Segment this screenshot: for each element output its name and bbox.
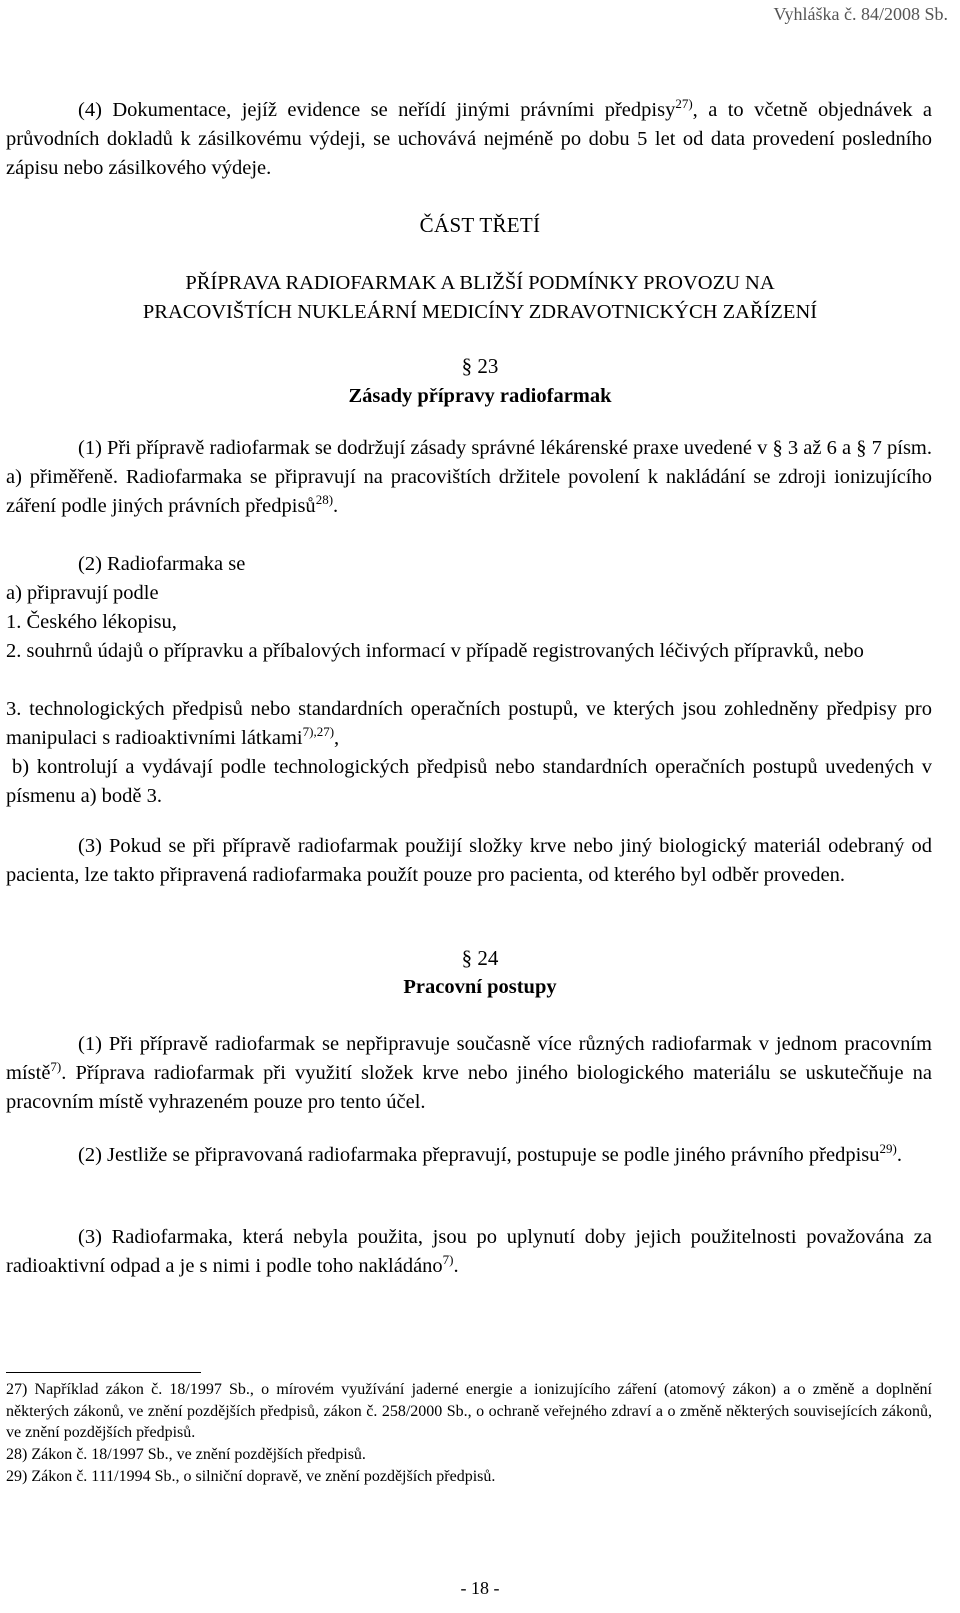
paragraph-text: .	[896, 1144, 902, 1166]
footnote-ref[interactable]: 29)	[879, 1141, 897, 1157]
part-title-line-1: PŘÍPRAVA RADIOFARMAK A BLIŽŠÍ PODMÍNKY PROVOZU NA	[185, 272, 775, 294]
footnote-ref[interactable]: 7)	[442, 1252, 454, 1268]
footnote-divider	[6, 1372, 201, 1373]
section-sign-icon: §	[461, 354, 473, 378]
item-3	[6, 695, 932, 753]
page-header: Vyhláška č. 84/2008 Sb.	[773, 4, 948, 24]
paragraph-4	[6, 96, 932, 183]
section-23-paragraph-3: (3) Pokud se při přípravě radiofarmak použijí složky krve nebo jiný biologický materiál odebraný od pacienta, lze takto připravená radiofarmaka použít pouze pro pacienta, od kterého byl odběr proveden.	[6, 835, 932, 886]
section-23-paragraph-2-intro: (2) Radiofarmaka se	[78, 553, 246, 575]
paragraph-text: . Příprava radiofarmak při využití složek krve nebo jiného biologického materiálu se uskutečňuje na pracovním místě vyhrazeném pouze pro tento účel.	[6, 1062, 932, 1113]
section-23-heading	[0, 352, 960, 381]
part-title-line-2: PRACOVIŠTÍCH NUKLEÁRNÍ MEDICÍNY ZDRAVOTNICKÝCH ZAŘÍZENÍ	[142, 301, 818, 323]
paragraph-text: (1) Při přípravě radiofarmak se nepřipravuje současně více různých radiofarmak v jednom pracovním místě	[6, 1033, 932, 1084]
section-24-heading	[0, 944, 960, 973]
footnote-29: 29) Zákon č. 111/1994 Sb., o silniční dopravě, ve znění pozdějších předpisů.	[6, 1468, 496, 1485]
paragraph-text: (4) Dokumentace, jejíž evidence se neřídí jinými právními předpisy	[78, 99, 676, 121]
section-24-paragraph-1	[6, 1030, 932, 1117]
item-a: a) připravují podle	[6, 582, 159, 604]
footnote-ref[interactable]: 7)	[50, 1059, 62, 1075]
page-number: - 18 -	[460, 1578, 500, 1598]
section-23-title: Zásady přípravy radiofarmak	[348, 385, 612, 407]
part-number: ČÁST TŘETÍ	[419, 213, 541, 237]
section-number: 23	[477, 354, 499, 378]
paragraph-text: (1) Při přípravě radiofarmak se dodržují zásady správné lékárenské praxe uvedené v § 3 až 6 a § 7 písm. a) přiměřeně. Radiofarmaka se připravují na pracovištích držitele povolení k nakládání se zdroji ionizujícího záření podle jiných právních předpisů	[6, 437, 932, 517]
paragraph-text: (3) Radiofarmaka, která nebyla použita, jsou po uplynutí doby jejich použitelnosti považována za radioaktivní odpad a je s nimi i podle toho nakládáno	[6, 1226, 932, 1277]
item-2: 2. souhrnů údajů o přípravku a příbalových informací v případě registrovaných léčivých přípravků, nebo	[6, 640, 864, 662]
footnote-ref[interactable]: 7),27)	[302, 724, 335, 740]
item-b: b) kontrolují a vydávají podle technologických předpisů nebo standardních operačních postupů uvedených v písmenu a) bodě 3.	[6, 756, 932, 807]
footnote-28: 28) Zákon č. 18/1997 Sb., ve znění pozdějších předpisů.	[6, 1446, 366, 1463]
footnote-27: 27) Například zákon č. 18/1997 Sb., o mírovém využívání jaderné energie a ionizujícího záření (atomový zákon) a o změně a doplnění některých zákonů, ve znění pozdějších předpisů, zákon č. 258/2000 Sb., o ochraně veřejného zdraví a o změně některých souvisejících zákonů, ve znění pozdějších předpisů.	[6, 1381, 932, 1441]
paragraph-text: .	[453, 1255, 459, 1277]
paragraph-text: 3. technologických předpisů nebo standardních operačních postupů, ve kterých jsou zohledněny předpisy pro manipulaci s radioaktivními látkami	[6, 698, 932, 749]
footnote-ref[interactable]: 27)	[675, 96, 693, 112]
paragraph-text: (2) Jestliže se připravovaná radiofarmaka přepravují, postupuje se podle jiného právního předpisu	[78, 1144, 880, 1166]
section-24-paragraph-3	[6, 1223, 932, 1281]
paragraph-text: ,	[334, 727, 340, 749]
paragraph-text: , a to včetně objednávek a průvodních dokladů k zásilkovému výdeji, se uchovává nejméně po dobu 5 let od data provedení posledního zápisu nebo zásilkového výdeje.	[6, 99, 932, 179]
paragraph-text: .	[333, 495, 339, 517]
section-sign-icon: §	[461, 946, 473, 970]
section-24-paragraph-2	[6, 1141, 932, 1170]
item-1: 1. Českého lékopisu,	[6, 611, 177, 633]
section-23-paragraph-1	[6, 434, 932, 521]
footnote-ref[interactable]: 28)	[315, 492, 334, 508]
section-number: 24	[477, 946, 499, 970]
section-24-title: Pracovní postupy	[403, 976, 557, 998]
